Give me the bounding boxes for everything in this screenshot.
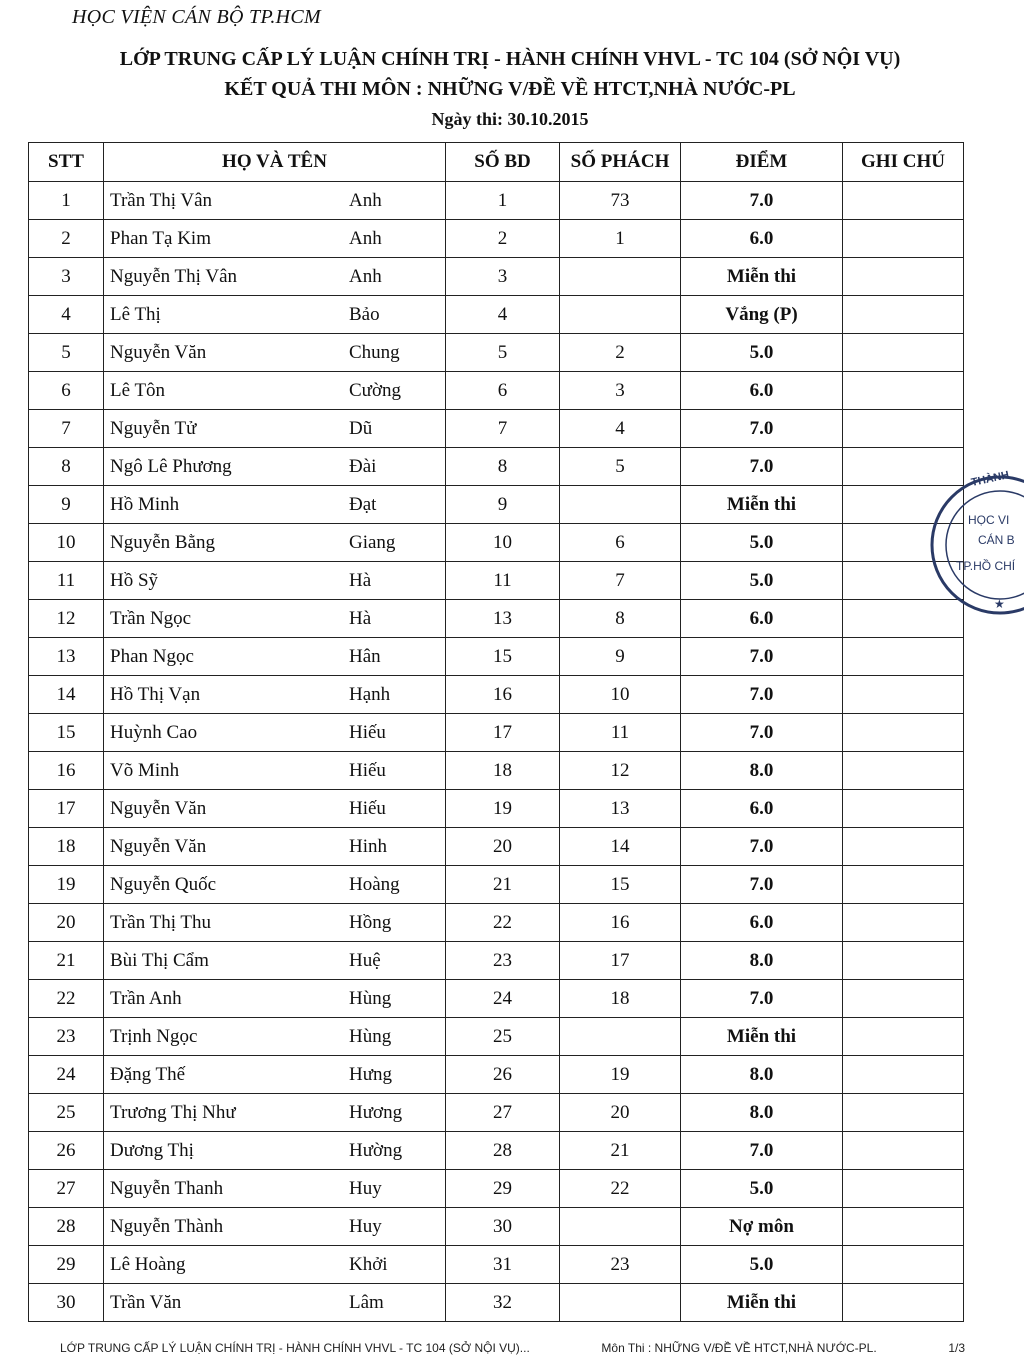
cell-surname: Lê Tôn [110,379,166,401]
footer-class: LỚP TRUNG CẤP LÝ LUẬN CHÍNH TRỊ - HÀNH CHÍNH VHVL - TC 104 (SỞ NỘI VỤ)... [60,1341,530,1355]
cell-stt: 10 [29,524,104,562]
cell-surname: Lê Hoàng [110,1253,186,1275]
cell-note [843,1132,964,1170]
cell-phach [560,486,681,524]
table-row [29,562,964,600]
table-row [29,182,964,220]
cell-phach: 22 [560,1170,681,1208]
table-row [29,410,964,448]
cell-sbd: 11 [446,562,560,600]
seal-text-line-3: TP.HỒ CHÍ [956,559,1016,573]
cell-phach: 73 [560,182,681,220]
cell-score: 6.0 [681,220,843,258]
cell-stt: 11 [29,562,104,600]
cell-stt: 3 [29,258,104,296]
cell-given-name: Huệ [349,949,381,971]
cell-note [843,182,964,220]
cell-phach: 23 [560,1246,681,1284]
cell-note [843,904,964,942]
cell-phach: 9 [560,638,681,676]
cell-full-name [104,1170,446,1208]
cell-sbd: 25 [446,1018,560,1056]
cell-full-name [104,334,446,372]
cell-full-name [104,980,446,1018]
cell-note [843,410,964,448]
table-row [29,866,964,904]
cell-phach [560,296,681,334]
cell-sbd: 10 [446,524,560,562]
cell-sbd: 24 [446,980,560,1018]
table-row [29,1056,964,1094]
cell-full-name [104,410,446,448]
cell-stt: 9 [29,486,104,524]
cell-surname: Hồ Sỹ [110,569,159,591]
cell-surname: Trần Thị Vân [110,189,213,211]
cell-note [843,790,964,828]
cell-score: 5.0 [681,524,843,562]
results-table-body [29,182,964,1322]
cell-given-name: Huy [349,1177,382,1199]
cell-surname: Nguyễn Thanh [110,1177,224,1199]
document-title-block [60,44,960,134]
cell-full-name [104,486,446,524]
cell-stt: 21 [29,942,104,980]
table-row [29,1208,964,1246]
cell-given-name: Hà [349,569,372,591]
cell-full-name [104,828,446,866]
cell-full-name [104,1284,446,1322]
seal-text-line-1: HỌC VI [968,513,1010,527]
cell-given-name: Hiếu [349,721,386,743]
column-header-name: HỌ VÀ TÊN [104,143,446,182]
column-header-sbd: SỐ BD [446,143,560,182]
cell-given-name: Huy [349,1215,382,1237]
cell-sbd: 9 [446,486,560,524]
cell-score: Miễn thi [681,1284,843,1322]
cell-phach: 13 [560,790,681,828]
table-row [29,1170,964,1208]
cell-given-name: Bảo [349,303,380,325]
cell-full-name [104,1056,446,1094]
cell-stt: 1 [29,182,104,220]
cell-phach: 11 [560,714,681,752]
cell-score: 5.0 [681,1246,843,1284]
cell-stt: 22 [29,980,104,1018]
cell-sbd: 8 [446,448,560,486]
results-table [28,142,964,1322]
cell-sbd: 22 [446,904,560,942]
cell-given-name: Hùng [349,1025,392,1047]
cell-given-name: Dũ [349,417,373,439]
exam-date: Ngày thi: 30.10.2015 [431,109,589,129]
cell-surname: Nguyễn Văn [110,835,207,857]
table-row [29,448,964,486]
table-row [29,600,964,638]
cell-score: 6.0 [681,600,843,638]
cell-given-name: Chung [349,341,400,363]
cell-note [843,258,964,296]
cell-phach: 2 [560,334,681,372]
cell-score: 7.0 [681,676,843,714]
cell-given-name: Hoàng [349,873,400,895]
cell-note [843,1056,964,1094]
cell-stt: 6 [29,372,104,410]
cell-sbd: 7 [446,410,560,448]
cell-surname: Phan Tạ Kim [110,227,211,249]
cell-stt: 16 [29,752,104,790]
cell-phach: 21 [560,1132,681,1170]
cell-phach: 14 [560,828,681,866]
cell-full-name [104,638,446,676]
cell-note [843,220,964,258]
cell-score: 6.0 [681,372,843,410]
cell-stt: 12 [29,600,104,638]
cell-phach: 12 [560,752,681,790]
cell-sbd: 29 [446,1170,560,1208]
cell-score: 7.0 [681,182,843,220]
cell-surname: Trương Thị Như [110,1101,236,1123]
cell-given-name: Hiếu [349,759,386,781]
cell-sbd: 19 [446,790,560,828]
cell-note [843,1246,964,1284]
cell-given-name: Giang [349,531,396,553]
cell-given-name: Lâm [349,1291,384,1313]
cell-stt: 17 [29,790,104,828]
cell-stt: 15 [29,714,104,752]
cell-stt: 30 [29,1284,104,1322]
cell-phach: 7 [560,562,681,600]
cell-surname: Nguyễn Bằng [110,531,216,553]
cell-phach: 20 [560,1094,681,1132]
cell-score: Miễn thi [681,486,843,524]
cell-stt: 19 [29,866,104,904]
cell-score: 5.0 [681,562,843,600]
table-row [29,904,964,942]
cell-phach [560,1208,681,1246]
cell-stt: 5 [29,334,104,372]
cell-full-name [104,714,446,752]
cell-full-name [104,600,446,638]
cell-surname: Lê Thị [110,303,161,325]
cell-note [843,1208,964,1246]
cell-score: 7.0 [681,714,843,752]
cell-full-name [104,1132,446,1170]
cell-given-name: Cường [349,379,402,401]
cell-note [843,1018,964,1056]
cell-stt: 2 [29,220,104,258]
svg-text:★: ★ [994,597,1005,611]
column-header-score: ĐIỂM [681,143,843,182]
cell-surname: Trần Văn [110,1291,182,1313]
cell-stt: 27 [29,1170,104,1208]
table-row [29,296,964,334]
cell-phach: 16 [560,904,681,942]
cell-sbd: 30 [446,1208,560,1246]
cell-note [843,752,964,790]
cell-phach: 8 [560,600,681,638]
footer-subject: Môn Thi : NHỮNG V/ĐỀ VỀ HTCT,NHÀ NƯỚC-PL. [601,1341,877,1355]
cell-score: 7.0 [681,410,843,448]
cell-sbd: 26 [446,1056,560,1094]
table-row [29,942,964,980]
cell-phach: 15 [560,866,681,904]
cell-given-name: Hưng [349,1063,393,1085]
table-row [29,372,964,410]
cell-surname: Bùi Thị Cẩm [110,949,209,971]
cell-note [843,334,964,372]
cell-sbd: 18 [446,752,560,790]
cell-full-name [104,676,446,714]
official-seal [920,462,1024,632]
cell-surname: Nguyễn Tử [110,417,197,439]
cell-stt: 29 [29,1246,104,1284]
cell-sbd: 6 [446,372,560,410]
cell-score: 5.0 [681,334,843,372]
cell-full-name [104,182,446,220]
cell-given-name: Hường [349,1139,403,1161]
table-row [29,790,964,828]
cell-given-name: Đài [349,455,377,477]
cell-phach: 18 [560,980,681,1018]
exam-title: KẾT QUẢ THI MÔN : NHỮNG V/ĐỀ VỀ HTCT,NHÀ NƯỚC-PL [224,78,796,100]
cell-score: Miễn thi [681,1018,843,1056]
table-row [29,752,964,790]
cell-phach: 17 [560,942,681,980]
table-row [29,828,964,866]
cell-note [843,676,964,714]
cell-sbd: 2 [446,220,560,258]
page-footer [60,1341,965,1355]
cell-note [843,1284,964,1322]
cell-sbd: 15 [446,638,560,676]
cell-stt: 26 [29,1132,104,1170]
table-header-row [29,143,964,182]
cell-note [843,1170,964,1208]
cell-sbd: 17 [446,714,560,752]
table-row [29,676,964,714]
table-row [29,1284,964,1322]
cell-full-name [104,1246,446,1284]
cell-phach: 5 [560,448,681,486]
cell-score: 7.0 [681,638,843,676]
cell-score: 7.0 [681,980,843,1018]
cell-sbd: 20 [446,828,560,866]
cell-stt: 28 [29,1208,104,1246]
cell-note [843,942,964,980]
cell-note [843,866,964,904]
cell-phach: 1 [560,220,681,258]
cell-phach: 10 [560,676,681,714]
cell-full-name [104,220,446,258]
cell-surname: Nguyễn Văn [110,797,207,819]
cell-score: 7.0 [681,1132,843,1170]
cell-given-name: Hùng [349,987,392,1009]
cell-surname: Trần Ngọc [110,607,192,629]
cell-note [843,980,964,1018]
cell-surname: Trần Thị Thu [110,911,212,933]
cell-score: 7.0 [681,828,843,866]
cell-full-name [104,258,446,296]
cell-sbd: 28 [446,1132,560,1170]
cell-phach [560,1284,681,1322]
cell-surname: Võ Minh [110,759,180,781]
cell-score: Nợ môn [681,1208,843,1246]
cell-sbd: 5 [446,334,560,372]
cell-note [843,1094,964,1132]
cell-surname: Ngô Lê Phương [110,455,232,477]
cell-full-name [104,296,446,334]
cell-stt: 25 [29,1094,104,1132]
column-header-note: GHI CHÚ [843,143,964,182]
cell-score: 6.0 [681,790,843,828]
class-title: LỚP TRUNG CẤP LÝ LUẬN CHÍNH TRỊ - HÀNH CHÍNH VHVL - TC 104 (SỞ NỘI VỤ) [119,48,901,70]
cell-sbd: 13 [446,600,560,638]
cell-surname: Phan Ngọc [110,645,194,667]
cell-surname: Nguyễn Thị Vân [110,265,238,287]
table-row [29,714,964,752]
seal-text-line-2: CÁN B [978,533,1015,547]
table-row [29,980,964,1018]
cell-given-name: Hạnh [349,683,391,705]
cell-sbd: 4 [446,296,560,334]
cell-stt: 8 [29,448,104,486]
cell-surname: Trần Anh [110,987,182,1009]
table-row [29,524,964,562]
cell-phach [560,1018,681,1056]
cell-full-name [104,790,446,828]
cell-full-name [104,942,446,980]
cell-note [843,828,964,866]
cell-score: Vắng (P) [681,296,843,334]
table-row [29,258,964,296]
cell-full-name [104,1094,446,1132]
cell-given-name: Hinh [349,835,387,857]
cell-score: 7.0 [681,866,843,904]
cell-sbd: 1 [446,182,560,220]
cell-surname: Hồ Thị Vạn [110,683,201,705]
cell-stt: 7 [29,410,104,448]
table-row [29,334,964,372]
cell-given-name: Hà [349,607,372,629]
cell-note [843,372,964,410]
cell-surname: Nguyễn Quốc [110,873,217,895]
cell-given-name: Anh [349,189,382,211]
cell-given-name: Anh [349,265,382,287]
cell-score: 8.0 [681,942,843,980]
cell-note [843,714,964,752]
cell-note [843,638,964,676]
cell-stt: 14 [29,676,104,714]
cell-surname: Dương Thị [110,1139,194,1161]
cell-phach: 19 [560,1056,681,1094]
cell-full-name [104,1208,446,1246]
cell-given-name: Hồng [349,911,392,933]
column-header-phach: SỐ PHÁCH [560,143,681,182]
cell-score: 8.0 [681,1094,843,1132]
table-row [29,638,964,676]
cell-full-name [104,562,446,600]
cell-sbd: 16 [446,676,560,714]
cell-surname: Hồ Minh [110,493,180,515]
cell-score: Miễn thi [681,258,843,296]
cell-surname: Trịnh Ngọc [110,1025,198,1047]
cell-phach [560,258,681,296]
institution-name: HỌC VIỆN CÁN BỘ TP.HCM [72,6,322,28]
cell-full-name [104,904,446,942]
cell-stt: 13 [29,638,104,676]
cell-given-name: Khởi [349,1253,388,1275]
cell-given-name: Hương [349,1101,403,1123]
cell-phach: 4 [560,410,681,448]
cell-full-name [104,372,446,410]
table-row [29,220,964,258]
cell-surname: Huỳnh Cao [110,721,198,743]
cell-sbd: 32 [446,1284,560,1322]
cell-full-name [104,752,446,790]
cell-given-name: Hân [349,645,381,667]
cell-score: 7.0 [681,448,843,486]
seal-text-top: THÀNH [970,469,1011,489]
cell-sbd: 21 [446,866,560,904]
cell-score: 8.0 [681,752,843,790]
cell-sbd: 3 [446,258,560,296]
cell-given-name: Đạt [349,493,377,515]
cell-score: 5.0 [681,1170,843,1208]
cell-sbd: 23 [446,942,560,980]
cell-stt: 23 [29,1018,104,1056]
column-header-stt: STT [29,143,104,182]
table-row [29,1094,964,1132]
footer-page-number: 1/3 [948,1341,965,1355]
cell-phach: 6 [560,524,681,562]
cell-full-name [104,1018,446,1056]
table-row [29,1132,964,1170]
cell-given-name: Hiếu [349,797,386,819]
cell-note [843,296,964,334]
cell-score: 8.0 [681,1056,843,1094]
cell-surname: Nguyễn Thành [110,1215,224,1237]
cell-full-name [104,448,446,486]
cell-full-name [104,524,446,562]
cell-stt: 18 [29,828,104,866]
cell-stt: 24 [29,1056,104,1094]
table-row [29,1246,964,1284]
cell-stt: 4 [29,296,104,334]
cell-sbd: 27 [446,1094,560,1132]
cell-full-name [104,866,446,904]
cell-given-name: Anh [349,227,382,249]
cell-sbd: 31 [446,1246,560,1284]
table-row [29,486,964,524]
table-row [29,1018,964,1056]
cell-stt: 20 [29,904,104,942]
cell-surname: Nguyễn Văn [110,341,207,363]
cell-score: 6.0 [681,904,843,942]
cell-phach: 3 [560,372,681,410]
cell-surname: Đặng Thế [110,1063,186,1085]
